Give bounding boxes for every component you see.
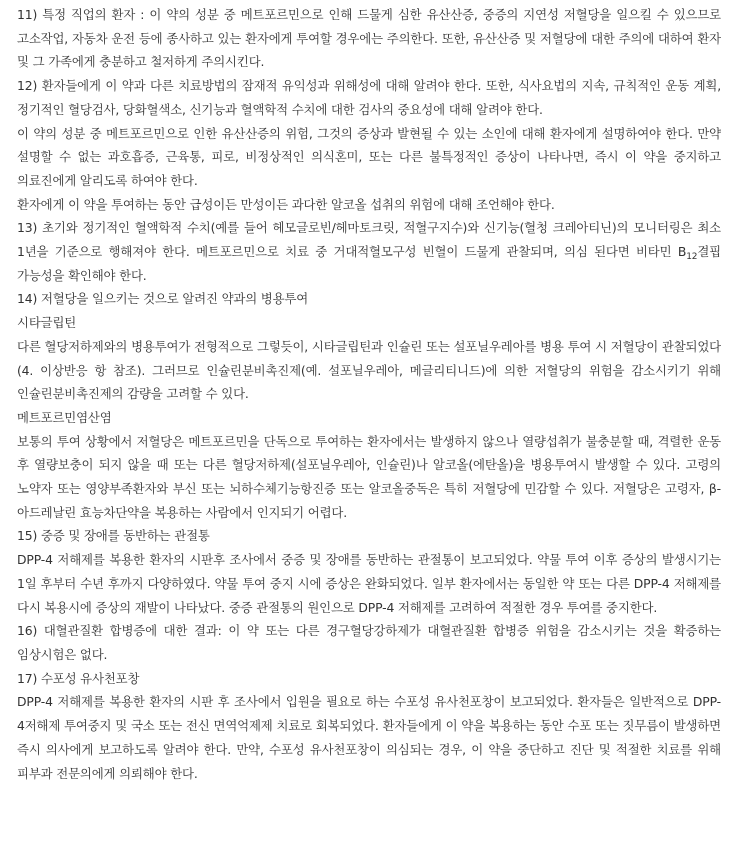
item-13-text-end: 결핍 가능성을 확인해야 한다. (17, 244, 721, 283)
paragraph-arthralgia: DPP-4 저해제를 복용한 환자의 시판후 조사에서 중증 및 장애를 동반하는 관절통이 보고되었다. 약물 투여 이후 증상의 발생시기는 1일 후부터 수년 후까지 다양하였다. 약물 투여 중지 시에 증상은 완화되었다. 일부 환자에서는 동일한 약 또는 다른 DPP-4 저해제를 다시 복용시에 증상의 재발이 나타났다. 중증 관절통의 원인으로 DPP-4 저해제를 고려하여 적절한 경우 투여를 중지한다. (17, 552, 721, 615)
paragraph-sitagliptin: 다른 혈당저하제와의 병용투여가 전형적으로 그렇듯이, 시타글립틴과 인슐린 또는 설포닐우레아를 병용 투여 시 저혈당이 관찰되었다(4. 이상반응 항 참조). 그러므로 인슐린분비촉진제(예. 설포닐우레아, 메글리티니드)에 의한 저혈당의 위험을 감소시키기 위해 인슐린분비촉진제의 감량을 고려할 수 있다. (17, 338, 721, 402)
heading-item-15: 15) 중증 및 장애를 동반하는 관절통 (17, 528, 210, 544)
paragraph-lactic-acidosis: 이 약의 성분 중 메트포르민으로 인한 유산산증의 위험, 그것의 증상과 발현될 수 있는 소인에 대해 환자에게 설명하여야 한다. 만약 설명할 수 없는 과호흡증, 근육통, 피로, 비정상적인 의식혼미, 또는 다른 불특정적인 증상이 나타나면, 즉시 이 약을 중지하고 의료진에게 알리도록 하여야 한다. (17, 125, 721, 188)
paragraph-alcohol: 환자에게 이 약을 투여하는 동안 급성이든 만성이든 과다한 알코올 섭취의 위험에 대해 조언해야 한다. (17, 196, 555, 212)
paragraph-item-12: 12) 환자들에게 이 약과 다른 치료방법의 잠재적 유익성과 위해성에 대해 알려야 한다. 또한, 식사요법의 지속, 규칙적인 운동 계획, 정기적인 혈당검사, 당화혈색소, 신기능과 혈액학적 수치에 대한 검사의 중요성에 대해 알려야 한다. (17, 78, 721, 117)
item-13-text: 13) 초기와 정기적인 혈액학적 수치(예를 들어 헤모글로빈/헤마토크릿, 적혈구지수)와 신기능(혈청 크레아티닌)의 모니터링은 최소 1년을 기준으로 행해져야 한다. 메트포르민으로 치료 중 거대적혈모구성 빈혈이 드물게 관찰되며, 의심 된다면 비타민 B (17, 220, 721, 260)
heading-item-14: 14) 저혈당을 일으키는 것으로 알려진 약과의 병용투여 (17, 291, 309, 307)
paragraph-metformin: 보통의 투여 상황에서 저혈당은 메트포르민을 단독으로 투여하는 환자에서는 발생하지 않으나 열량섭취가 불충분할 때, 격렬한 운동 후 열량보충이 되지 않을 때 또는 다른 혈당저하제(설포닐우레아, 인슐린)나 알코올(에탄올)을 병용투여시 발생할 수 있다. 고령의 노약자 또는 영양부족환자와 부신 또는 뇌하수체기능항진증 또는 알코올중독은 특히 저혈당에 민감할 수 있다. 저혈당은 고령자, β-아드레날린 효능차단약을 복용하는 사람에서 인지되기 어렵다. (17, 433, 721, 520)
heading-item-17: 17) 수포성 유사천포창 (17, 670, 140, 686)
paragraph-item-13 (17, 216, 721, 287)
paragraph-pemphigoid: DPP-4 저해제를 복용한 환자의 시판 후 조사에서 입원을 필요로 하는 수포성 유사천포창이 보고되었다. 환자들은 일반적으로 DPP-4저해제 투여중지 및 국소 또는 전신 면역억제제 치료로 회복되었다. 환자들에게 이 약을 복용하는 동안 수포 또는 짓무름이 발생하면 즉시 의사에게 보고하도록 알려야 한다. 만약, 수포성 유사천포창이 의심되는 경우, 이 약을 중단하고 진단 및 적절한 치료를 위해 피부과 전문의에게 의뢰해야 한다. (17, 694, 721, 781)
paragraph-item-16: 16) 대혈관질환 합병증에 대한 결과: 이 약 또는 다른 경구혈당강하제가 대혈관질환 합병증 위험을 감소시키는 것을 확증하는 임상시험은 없다. (17, 623, 721, 662)
subheading-sitagliptin: 시타글립틴 (17, 315, 77, 331)
vitamin-b12-subscript: 12 (686, 252, 698, 263)
subheading-metformin: 메트포르민염산염 (17, 409, 112, 425)
paragraph-item-11: 11) 특정 직업의 환자 : 이 약의 성분 중 메트포르민으로 인해 드물게 심한 유산산증, 중증의 지연성 저혈당을 일으킬 수 있으므로 고소작업, 자동차 운전 등에 종사하고 있는 환자에게 투여할 경우에는 주의한다. 또한, 유산산증 및 저혈당에 대한 주의에 대하여 환자 및 그 가족에게 충분하고 철저하게 주의시킨다. (17, 7, 721, 70)
